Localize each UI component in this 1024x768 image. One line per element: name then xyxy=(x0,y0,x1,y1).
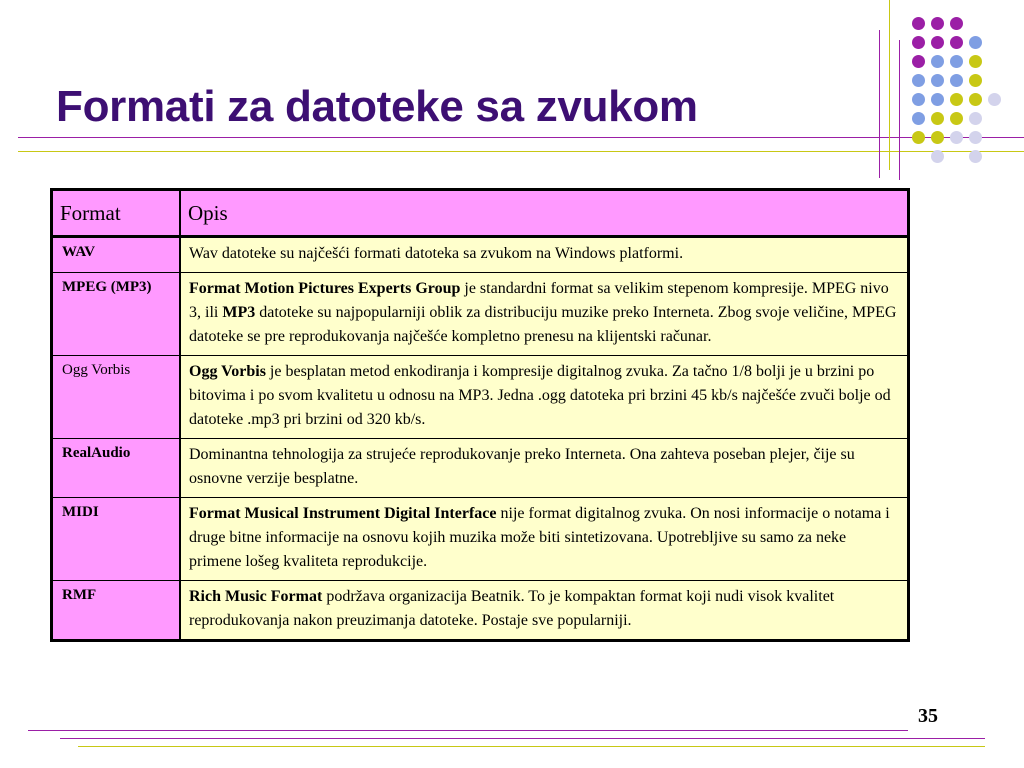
description-cell xyxy=(180,237,909,273)
format-cell: MPEG (MP3) xyxy=(52,273,181,356)
dot xyxy=(931,36,944,49)
dot xyxy=(950,55,963,68)
dot xyxy=(912,131,925,144)
table-row xyxy=(52,356,909,439)
table-row xyxy=(52,273,909,356)
dot xyxy=(912,112,925,125)
dot xyxy=(969,112,982,125)
dot xyxy=(912,36,925,49)
formats-table xyxy=(50,188,910,642)
dot xyxy=(912,55,925,68)
description-text: Dominantna tehnologija za strujeće reprodukovanje preko Interneta. Ona zahteva poseban plejer, čije su osnovne verzije besplatne. xyxy=(189,446,855,487)
slide-title: Formati za datoteke sa zvukom xyxy=(56,82,698,131)
description-lead: Rich Music Format xyxy=(189,588,323,605)
dot xyxy=(969,93,982,106)
format-cell: RMF xyxy=(52,581,181,641)
dot xyxy=(912,93,925,106)
deco-vline-2 xyxy=(889,0,890,170)
description-cell xyxy=(180,498,909,581)
header-format: Format xyxy=(52,190,181,237)
description-lead: Ogg Vorbis xyxy=(189,363,266,380)
dot xyxy=(969,55,982,68)
dot xyxy=(931,55,944,68)
table-row xyxy=(52,237,909,273)
title-rule-purple xyxy=(18,137,1024,138)
format-cell: RealAudio xyxy=(52,439,181,498)
dot xyxy=(931,112,944,125)
description-text: podržava organizacija Beatnik. To je kompaktan format koji nudi visok kvalitet reprodukovanja nakon preuzimanja datoteke. Postaje sve popularniji. xyxy=(189,588,835,629)
footer-rule-purple xyxy=(28,730,908,731)
table-row xyxy=(52,498,909,581)
deco-vline-3 xyxy=(899,40,900,180)
dot xyxy=(950,36,963,49)
footer-rule-purple-2 xyxy=(60,738,985,739)
description-cell xyxy=(180,439,909,498)
dot xyxy=(950,17,963,30)
dot xyxy=(950,131,963,144)
format-cell: MIDI xyxy=(52,498,181,581)
dot xyxy=(931,17,944,30)
dot xyxy=(969,74,982,87)
description-cell xyxy=(180,356,909,439)
footer-rule-yellow xyxy=(78,746,985,747)
dot xyxy=(950,93,963,106)
description-lead: Format Musical Instrument Digital Interface xyxy=(189,505,497,522)
description-text: nije format digitalnog zvuka. On nosi informacije o notama i druge bitne informacije na osnovu kojih muzika može biti sintetizovana. Upotrebljive su samo za neke primene lošeg kvaliteta reprodukcije. xyxy=(189,505,890,570)
dot xyxy=(969,150,982,163)
description-keyword: MP3 xyxy=(222,304,256,321)
dot xyxy=(912,74,925,87)
table-row xyxy=(52,439,909,498)
format-cell: WAV xyxy=(52,237,181,273)
table-header-row xyxy=(52,190,909,237)
dot xyxy=(969,36,982,49)
description-text: je standardni format sa velikim stepenom kompresije. MPEG nivo 3, ili xyxy=(189,280,889,321)
dot xyxy=(931,131,944,144)
deco-vline-1 xyxy=(879,30,880,178)
format-cell: Ogg Vorbis xyxy=(52,356,181,439)
header-opis: Opis xyxy=(180,190,909,237)
dot xyxy=(912,17,925,30)
dot xyxy=(931,93,944,106)
description-text: Wav datoteke su najčešći formati datoteka sa zvukom na Windows platformi. xyxy=(189,245,684,262)
description-cell xyxy=(180,273,909,356)
description-cell xyxy=(180,581,909,641)
description-text: je besplatan metod enkodiranja i kompresije digitalnog zvuka. Za tačno 1/8 bolji je u brzini po bitovima i po svom kvalitetu u odnosu na MP3. Jedna .ogg datoteka pri brzini 45 kb/s najčešće zvuči bolje od datoteke .mp3 pri brzini od 320 kb/s. xyxy=(189,363,891,428)
dot xyxy=(931,150,944,163)
description-lead: Format Motion Pictures Experts Group xyxy=(189,280,461,297)
dot xyxy=(988,93,1001,106)
page-number: 35 xyxy=(918,705,938,727)
dot xyxy=(969,131,982,144)
dot xyxy=(950,74,963,87)
title-rule-yellow xyxy=(18,151,1024,152)
table-row xyxy=(52,581,909,641)
dot xyxy=(931,74,944,87)
description-text: datoteke su najpopularniji oblik za distribuciju muzike preko Interneta. Zbog svoje veličine, MPEG datoteke se pre reprodukovanja najčešće kompletno prenesu na klijentski računar. xyxy=(189,304,897,345)
dot xyxy=(950,112,963,125)
